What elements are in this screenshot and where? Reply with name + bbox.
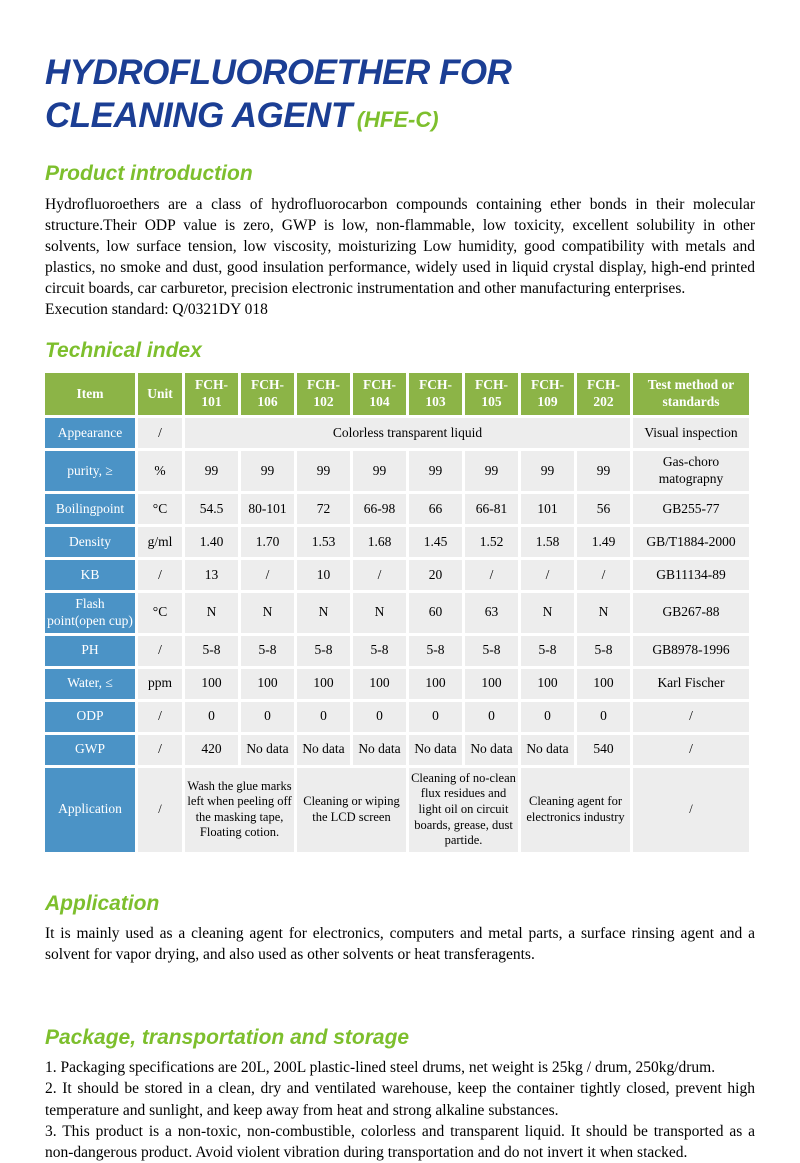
value-cell: 100: [185, 669, 238, 699]
value-cell: 99: [185, 451, 238, 491]
table-row-boilingpoint: [45, 494, 749, 524]
value-cell: 99: [409, 451, 462, 491]
table-row-density: [45, 527, 749, 557]
value-cell: 72: [297, 494, 350, 524]
value-cell: /: [521, 560, 574, 590]
value-cell: /: [241, 560, 294, 590]
value-cell: No data: [409, 735, 462, 765]
value-cell: Cleaning of no-clean flux residues and light oil on circuit boards, grease, dust partide.: [409, 768, 518, 852]
package-item-3: 3. This product is a non-toxic, non-combustible, colorless and transparent liquid. It should be transported as a non-dangerous product. Avoid violent vibration during transportation and do not invert it when stacked.: [45, 1122, 755, 1161]
value-cell: 0: [521, 702, 574, 732]
value-cell: 0: [185, 702, 238, 732]
value-cell: No data: [353, 735, 406, 765]
test-method-cell: /: [633, 735, 749, 765]
application-paragraph: It is mainly used as a cleaning agent for electronics, computers and metal parts, a surface rinsing agent and a solvent for vapor drying, and also used as other solvents or heat transferagents.: [45, 925, 755, 964]
value-cell: 100: [577, 669, 630, 699]
value-cell: No data: [521, 735, 574, 765]
value-cell: 80-101: [241, 494, 294, 524]
page-title-suffix: (HFE-C): [356, 106, 439, 132]
test-method-cell: GB255-77: [633, 494, 749, 524]
column-header-fch-106: FCH-106: [241, 373, 294, 415]
table-row-appearance: [45, 418, 749, 448]
table-header-row: [45, 373, 749, 415]
technical-index-table: [42, 370, 752, 855]
test-method-cell: Visual inspection: [633, 418, 749, 448]
value-cell: 99: [465, 451, 518, 491]
table-row-water-: [45, 669, 749, 699]
value-cell: 101: [521, 494, 574, 524]
unit-cell: g/ml: [138, 527, 182, 557]
column-header-fch-202: FCH-202: [577, 373, 630, 415]
value-cell: 66-81: [465, 494, 518, 524]
row-label: Appearance: [45, 418, 135, 448]
value-cell: 0: [409, 702, 462, 732]
unit-cell: °C: [138, 593, 182, 633]
value-cell: /: [577, 560, 630, 590]
value-cell: 540: [577, 735, 630, 765]
value-cell: 54.5: [185, 494, 238, 524]
value-cell: N: [185, 593, 238, 633]
table-row-kb: [45, 560, 749, 590]
heading-package-transportation-storage: Package, transportation and storage: [45, 1026, 410, 1050]
unit-cell: /: [138, 560, 182, 590]
value-cell: N: [577, 593, 630, 633]
value-cell: 0: [577, 702, 630, 732]
value-cell: 99: [297, 451, 350, 491]
heading-application: Application: [45, 891, 160, 915]
value-cell: 1.52: [465, 527, 518, 557]
row-label: Water, ≤: [45, 669, 135, 699]
value-cell: 66: [409, 494, 462, 524]
value-cell: No data: [241, 735, 294, 765]
intro-paragraph: Hydrofluoroethers are a class of hydrofluorocarbon compounds containing ether bonds in their molecular structure.Their ODP value is zero, GWP is low, non-flammable, low toxicity, excellent solubility in other solvents, low surface tension, low viscosity, moisturizing Low humidity, good compatibility with metals and plastics, no smoke and dust, good insulation performance, widely used in liquid crystal display, high-end printed circuit boards, car carburetor, precision electronic instrumentation and other manufacturing enterprises.: [45, 195, 755, 297]
value-cell: N: [353, 593, 406, 633]
test-method-cell: GB/T1884-2000: [633, 527, 749, 557]
value-cell: 0: [241, 702, 294, 732]
value-cell: 100: [465, 669, 518, 699]
value-cell: 99: [241, 451, 294, 491]
test-method-cell: GB11134-89: [633, 560, 749, 590]
column-header-fch-104: FCH-104: [353, 373, 406, 415]
value-cell: 100: [297, 669, 350, 699]
value-cell: 60: [409, 593, 462, 633]
value-cell: 5-8: [465, 636, 518, 666]
value-cell: 1.68: [353, 527, 406, 557]
column-header-fch-105: FCH-105: [465, 373, 518, 415]
value-cell: 1.40: [185, 527, 238, 557]
value-cell: Cleaning or wiping the LCD screen: [297, 768, 406, 852]
column-header-fch-103: FCH-103: [409, 373, 462, 415]
section-application: [45, 891, 755, 965]
value-cell: No data: [297, 735, 350, 765]
heading-technical-index: Technical index: [45, 339, 202, 363]
row-label: purity, ≥: [45, 451, 135, 491]
value-cell: 99: [521, 451, 574, 491]
heading-product-introduction: Product introduction: [45, 162, 253, 186]
value-cell: 0: [465, 702, 518, 732]
column-header-fch-102: FCH-102: [297, 373, 350, 415]
row-label: KB: [45, 560, 135, 590]
unit-cell: /: [138, 418, 182, 448]
row-label: ODP: [45, 702, 135, 732]
value-cell: 1.70: [241, 527, 294, 557]
value-cell: N: [241, 593, 294, 633]
section-product-introduction: [45, 161, 755, 320]
value-cell: 99: [577, 451, 630, 491]
value-cell: 420: [185, 735, 238, 765]
table-row-purity-: [45, 451, 749, 491]
unit-cell: %: [138, 451, 182, 491]
value-cell: 5-8: [185, 636, 238, 666]
value-cell: 5-8: [297, 636, 350, 666]
column-header-unit: Unit: [138, 373, 182, 415]
unit-cell: /: [138, 702, 182, 732]
row-label: Density: [45, 527, 135, 557]
unit-cell: °C: [138, 494, 182, 524]
unit-cell: /: [138, 735, 182, 765]
page-title: [45, 52, 755, 137]
value-cell: /: [353, 560, 406, 590]
value-cell: 20: [409, 560, 462, 590]
table-row-gwp: [45, 735, 749, 765]
value-cell: 5-8: [409, 636, 462, 666]
value-cell: N: [521, 593, 574, 633]
package-item-2: 2. It should be stored in a clean, dry and ventilated warehouse, keep the container tightly closed, prevent high temperature and sunlight, and keep away from heat and strong alkaline substances.: [45, 1080, 755, 1119]
value-cell: N: [297, 593, 350, 633]
value-cell: 100: [353, 669, 406, 699]
row-label: Flash point(open cup): [45, 593, 135, 633]
value-cell: 1.53: [297, 527, 350, 557]
unit-cell: ppm: [138, 669, 182, 699]
row-label: Application: [45, 768, 135, 852]
test-method-cell: GB267-88: [633, 593, 749, 633]
value-cell: Colorless transparent liquid: [185, 418, 630, 448]
section-package-transportation-storage: [45, 1025, 755, 1163]
execution-standard-line: Execution standard: Q/0321DY 018: [45, 300, 268, 318]
unit-cell: /: [138, 636, 182, 666]
value-cell: 0: [297, 702, 350, 732]
page-title-line1: HYDROFLUOROETHER FOR: [45, 53, 512, 92]
package-item-1: 1. Packaging specifications are 20L, 200L plastic-lined steel drums, net weight is 25kg / drum, 250kg/drum.: [45, 1059, 716, 1077]
table-row-flash-point-open-cup-: [45, 593, 749, 633]
value-cell: No data: [465, 735, 518, 765]
value-cell: 5-8: [241, 636, 294, 666]
value-cell: 66-98: [353, 494, 406, 524]
table-row-ph: [45, 636, 749, 666]
value-cell: 5-8: [521, 636, 574, 666]
value-cell: /: [465, 560, 518, 590]
value-cell: 0: [353, 702, 406, 732]
row-label: PH: [45, 636, 135, 666]
value-cell: 5-8: [577, 636, 630, 666]
value-cell: 1.45: [409, 527, 462, 557]
value-cell: 13: [185, 560, 238, 590]
column-header-test-method-or-standards: Test method or standards: [633, 373, 749, 415]
value-cell: 1.58: [521, 527, 574, 557]
test-method-cell: Karl Fischer: [633, 669, 749, 699]
table-row-application: [45, 768, 749, 852]
test-method-cell: /: [633, 702, 749, 732]
table-row-odp: [45, 702, 749, 732]
row-label: GWP: [45, 735, 135, 765]
column-header-item: Item: [45, 373, 135, 415]
row-label: Boilingpoint: [45, 494, 135, 524]
value-cell: 5-8: [353, 636, 406, 666]
test-method-cell: /: [633, 768, 749, 852]
value-cell: 99: [353, 451, 406, 491]
value-cell: 100: [521, 669, 574, 699]
section-technical-index: [45, 338, 755, 855]
column-header-fch-109: FCH-109: [521, 373, 574, 415]
unit-cell: /: [138, 768, 182, 852]
value-cell: 1.49: [577, 527, 630, 557]
value-cell: 100: [241, 669, 294, 699]
value-cell: Wash the glue marks left when peeling off the masking tape, Floating cotion.: [185, 768, 294, 852]
value-cell: 100: [409, 669, 462, 699]
page-title-line2: CLEANING AGENT: [45, 95, 352, 135]
value-cell: 63: [465, 593, 518, 633]
column-header-fch-101: FCH-101: [185, 373, 238, 415]
test-method-cell: Gas-choro matograpny: [633, 451, 749, 491]
value-cell: 56: [577, 494, 630, 524]
value-cell: 10: [297, 560, 350, 590]
test-method-cell: GB8978-1996: [633, 636, 749, 666]
value-cell: Cleaning agent for electronics industry: [521, 768, 630, 852]
